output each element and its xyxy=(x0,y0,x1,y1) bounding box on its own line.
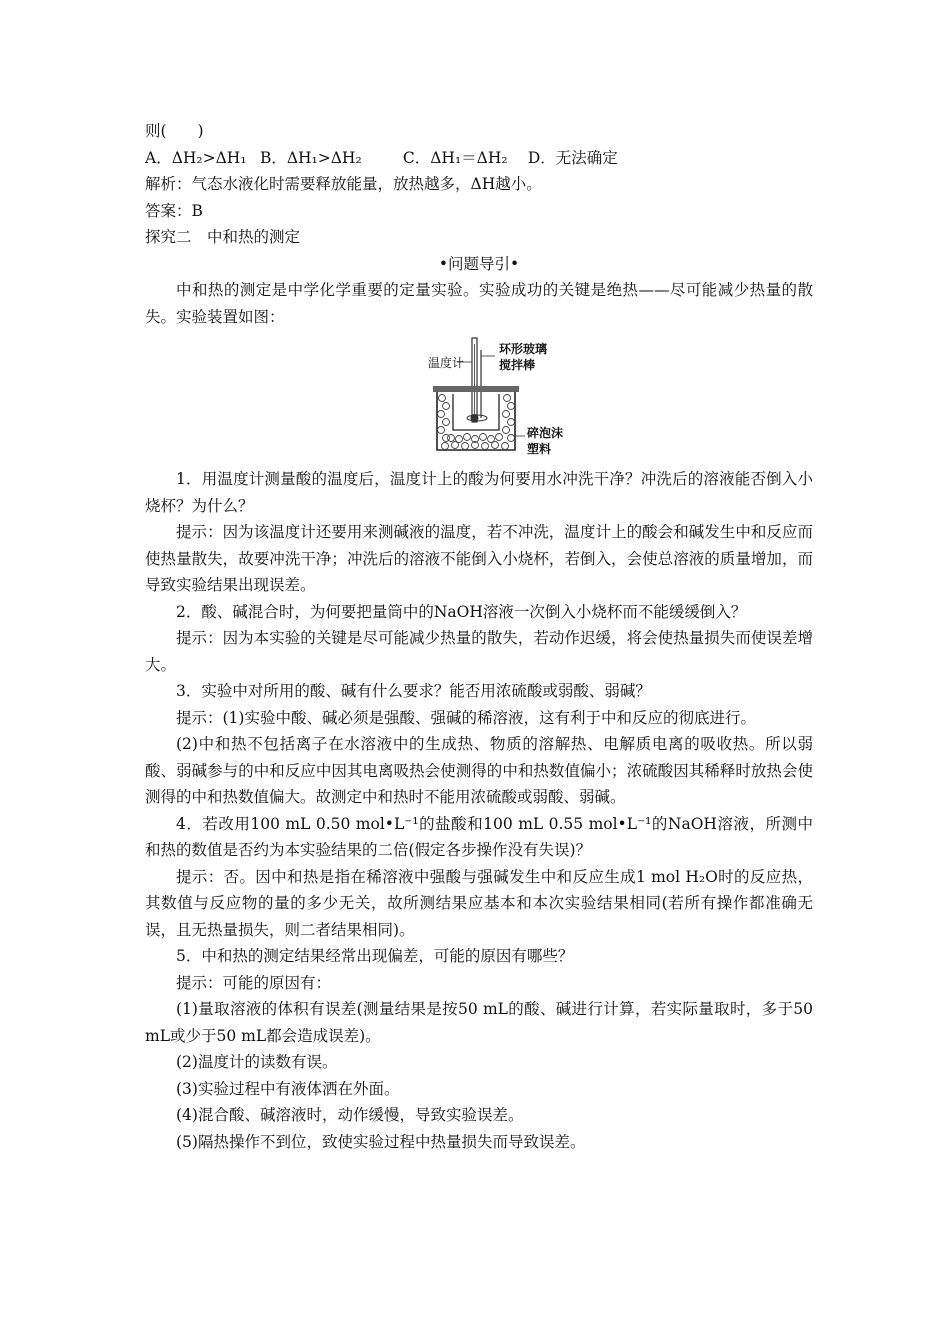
reason-item: (2)温度计的读数有误。 xyxy=(176,1053,338,1071)
intro-paragraph: 中和热的测定是中学化学重要的定量实验。实验成功的关键是绝热——尽可能减少热量的散失。实验装置如图： xyxy=(145,281,813,326)
option-c: C．ΔH₁＝ΔH₂ xyxy=(402,148,508,167)
question-2: 2．酸、碱混合时，为何要把量筒中的NaOH溶液一次倒入小烧杯而不能缓缓倒入？ xyxy=(176,602,747,621)
hint-3-part2: (2)中和热不包括离子在水溶液中的生成热、物质的溶解热、电解质电离的吸收热。所以弱酸、弱碱参与的中和反应中因其电离吸热会使测得的中和热数值偏小；浓硫酸因其稀释时放热会使测得的中和热数值偏大。故测定中和热时不能用浓硫酸或弱酸、弱碱。 xyxy=(145,735,813,806)
hint-5: 提示：可能的原因有： xyxy=(176,973,332,992)
question-3: 3．实验中对所用的酸、碱有什么要求？能否用浓硫酸或弱酸、弱碱？ xyxy=(176,682,651,700)
option-a: A．ΔH₂>ΔH₁ xyxy=(145,148,247,167)
reason-item: (4)混合酸、碱溶液时，动作缓慢，导致实验误差。 xyxy=(176,1106,524,1124)
label-stirrer-line1: 环形玻璃 xyxy=(499,342,548,356)
hint-4: 提示：否。因中和热是指在稀溶液中强酸与强碱发生中和反应生成1 mol H₂O时的反应热，其数值与反应物的量的多少无关，故所测结果应基本和本次实验结果相同(若所有操作都准确无误，且无热量损失，则二者结果相同)。 xyxy=(145,867,813,939)
apparatus-figure xyxy=(145,336,813,454)
answer-text: 答案：B xyxy=(145,201,203,220)
option-b: B．ΔH₁>ΔH₂ xyxy=(259,148,362,167)
label-thermometer: 温度计 xyxy=(428,356,465,370)
guide-title: •问题导引• xyxy=(438,254,520,273)
hint-1: 提示：因为该温度计还要用来测碱液的温度，若不冲洗，温度计上的酸会和碱发生中和反应而使热量散失，故要冲洗干净；冲洗后的溶液不能倒入小烧杯，若倒入，会使总溶液的质量增加，而导致实验结果出现误差。 xyxy=(145,523,813,594)
question-stem: 则( ) xyxy=(145,122,204,140)
reason-item: (5)隔热操作不到位，致使实验过程中热量损失而导致误差。 xyxy=(176,1132,586,1151)
reason-item: (1)量取溶液的体积有误差(测量结果是按50 mL的酸、碱进行计算，若实际量取时，多于50 mL或少于50 mL都会造成误差)。 xyxy=(145,1000,813,1045)
question-1: 1．用温度计测量酸的温度后，温度计上的酸为何要用水冲洗干净？冲洗后的溶液能否倒入小烧杯？为什么？ xyxy=(145,470,813,515)
label-stirrer-line2: 搅拌棒 xyxy=(499,358,536,372)
analysis-text: 解析：气态水液化时需要释放能量，放热越多，ΔH越小。 xyxy=(145,175,542,193)
options-row xyxy=(145,145,813,172)
label-foam-line2: 塑料 xyxy=(527,442,552,456)
document-page xyxy=(145,118,813,1155)
label-foam-line1: 碎泡沫 xyxy=(527,426,564,440)
question-4: 4．若改用100 mL 0.50 mol•L⁻¹的盐酸和100 mL 0.55 mol•L⁻¹的NaOH溶液，所测中和热的数值是否约为本实验结果的二倍(假定各步操作没有失误)？ xyxy=(145,814,813,859)
hint-3: 提示：(1)实验中酸、碱必须是强酸、强碱的稀溶液，这有利于中和反应的彻底进行。 xyxy=(176,708,756,727)
option-d: D．无法确定 xyxy=(527,148,618,167)
section-title: 探究二 中和热的测定 xyxy=(145,228,301,246)
hint-2: 提示：因为本实验的关键是尽可能减少热量的散失，若动作迟缓，将会使热量损失而使误差增大。 xyxy=(145,629,813,674)
reason-item: (3)实验过程中有液体洒在外面。 xyxy=(176,1079,400,1098)
question-5: 5．中和热的测定结果经常出现偏差，可能的原因有哪些？ xyxy=(176,947,574,965)
